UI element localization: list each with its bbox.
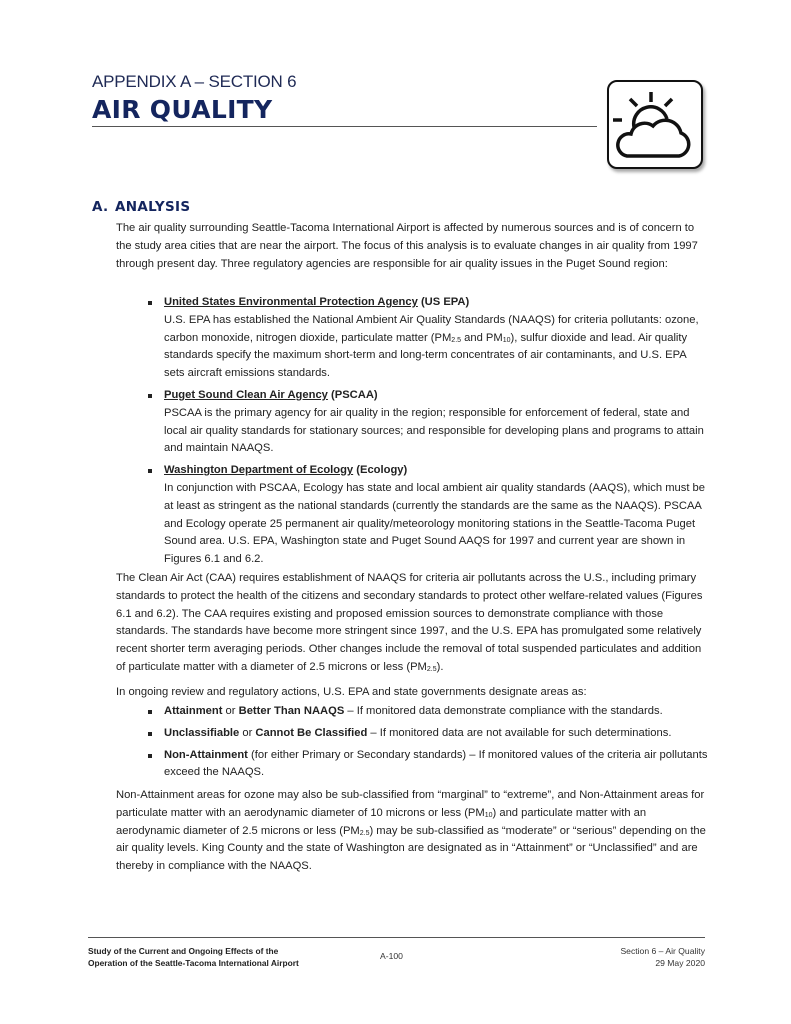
agency-abbr: (US EPA) <box>420 296 470 308</box>
appendix-label: APPENDIX A – SECTION 6 <box>92 72 297 91</box>
bullet-icon <box>148 754 152 758</box>
ongoing-paragraph: In ongoing review and regulatory actions, U.S. EPA and state governments designate areas as: <box>116 686 587 698</box>
footer-section-date: Section 6 – Air Quality 29 May 2020 <box>620 946 705 968</box>
agency-name: United States Environmental Protection Agency <box>164 296 418 308</box>
agency-abbr: (Ecology) <box>356 464 408 477</box>
sun-cloud-glyph <box>609 82 701 167</box>
agency-desc: U.S. EPA has established the National Ambient Air Quality Standards (NAAQS) for criteria pollutants: ozone, carbon monoxide, nitrogen dioxide, particulate matter ($PM_{2.5}$ and $PM_{10}$), sulfur dioxide and lead. Air quality standards specify the maximum short-term and long-term concentrates of air contaminants, and U.S. EPA sets aircraft emissions standards. <box>164 313 699 380</box>
page-number: A-100 <box>380 951 403 961</box>
bullet-icon <box>148 732 152 736</box>
designation-item-attainment: Attainment or Better Than NAAQS – If monitored data demonstrate compliance with the standards. <box>148 703 708 721</box>
agency-desc: In conjunction with PSCAA, Ecology has state and local ambient air quality standards (AAQS), which must be at least as stringent as the national standards (currently the standards are the same as the NAAQS). PSCAA and Ecology operate 25 permanent air quality/meteorology monitoring stations in the Seattle-Tacoma Puget Sound area. U.S. EPA, Washington state and Puget Sound AAQS for 1997 and current year are shown in Figures 6.1 and 6.2. <box>164 481 705 566</box>
section-heading <box>92 199 190 215</box>
bullet-icon <box>148 394 152 398</box>
agency-item-pscaa <box>148 387 708 458</box>
title-divider <box>92 126 597 127</box>
agency-abbr: (PSCAA) <box>331 388 378 401</box>
intro-paragraph: The air quality surrounding Seattle-Tacoma International Airport is affected by numerous sources and is of concern to the study area cities that are near the airport. The focus of this analysis is to evaluate changes in air quality from 1997 through present day. Three regulatory agencies are responsible for air quality issues in the Puget Sound region: <box>116 222 698 270</box>
agency-desc: PSCAA is the primary agency for air quality in the region; responsible for enforcement of federal, state and local air quality standards for stationary sources; and responsible for developing plans and programs to attain and maintain NAAQS. <box>164 406 704 455</box>
designation-item-non-attainment: Non-Attainment (for either Primary or Secondary standards) – If monitored values of the criteria air pollutants exceed the NAAQS. <box>148 747 708 783</box>
designation-list <box>148 703 708 786</box>
page-title: AIR QUALITY <box>92 95 273 124</box>
bullet-icon <box>148 301 152 305</box>
footer-divider <box>88 937 705 938</box>
bullet-icon <box>148 710 152 714</box>
partly-cloudy-icon <box>607 80 703 169</box>
agency-list <box>148 294 708 573</box>
agency-name: Washington Department of Ecology <box>164 464 354 477</box>
footer-study-title: Study of the Current and Ongoing Effects of the Operation of the Seattle-Tacoma International Airport <box>88 946 299 968</box>
caa-paragraph: The Clean Air Act (CAA) requires establishment of NAAQS for criteria air pollutants across the U.S., including primary standards to protect the health of the citizens and secondary standards to protect other welfare-related values (Figures 6.1 and 6.2). The CAA requires existing and proposed emission sources to demonstrate compliance with those standards. The standards have become more stringent since 1997, and the U.S. EPA has promulgated some relatively recent shorter term averaging periods. Other changes include the removal of total suspended particulates and addition of particulate matter with a diameter of 2.5 microns or less $(PM_{2.5})$. <box>116 572 703 673</box>
agency-name: Puget Sound Clean Air Agency <box>164 388 328 401</box>
bullet-icon <box>148 469 152 473</box>
section-number: A. <box>92 199 109 215</box>
nonattainment-paragraph: Non-Attainment areas for ozone may also be sub-classified from “marginal” to “extreme”, and Non-Attainment areas for particulate matter with an aerodynamic diameter of 10 microns or less $(PM_{10})$ and particulate matter with an aerodynamic diameter of 2.5 microns or less $(PM_{2.5})$ may be sub-classified as “moderate” or “serious” depending on the air quality levels. King County and the state of Washington are designated as in “Attainment” or “Unclassified” and are thereby in compliance with the NAAQS. <box>116 789 706 873</box>
designation-item-unclassifiable: Unclassifiable or Cannot Be Classified – If monitored data are not available for such determinations. <box>148 725 708 743</box>
agency-item-ecology <box>148 462 708 569</box>
section-title: ANALYSIS <box>115 199 191 215</box>
agency-item-us-epa <box>148 294 708 383</box>
